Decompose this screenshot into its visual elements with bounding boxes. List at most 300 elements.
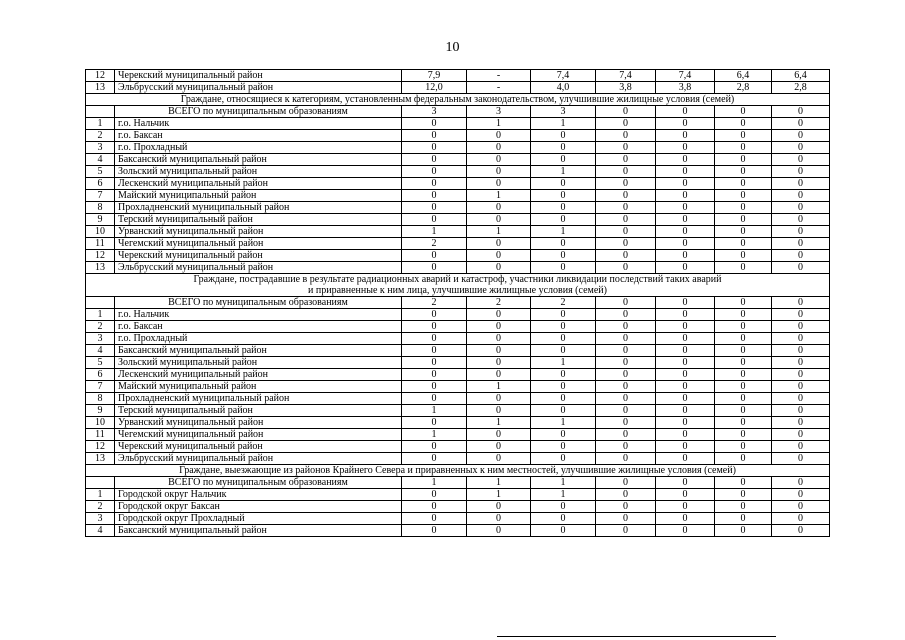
section-header-line: Граждане, выезжающие из районов Крайнего Севера и приравненных к ним местностей, улучшившие жилищные условия (семей) [179,465,736,476]
value-cell: 0 [715,417,772,429]
value-cell: 1 [531,166,596,178]
municipality-name-cell: г.о. Нальчик [115,118,402,130]
value-cell: 0 [467,525,531,537]
value-cell: 3,8 [596,82,656,94]
row-number-cell: 3 [86,333,115,345]
value-cell: 0 [531,453,596,465]
row-number-cell: 8 [86,393,115,405]
value-cell: 6,4 [772,70,830,82]
municipality-name-cell: Зольский муниципальный район [115,166,402,178]
municipality-name-cell: Терский муниципальный район [115,405,402,417]
municipality-name-cell: Эльбрусский муниципальный район [115,82,402,94]
value-cell: 1 [531,489,596,501]
row-number-cell: 7 [86,190,115,202]
total-label-cell: ВСЕГО по муниципальным образованиям [115,106,402,118]
value-cell: 0 [715,429,772,441]
value-cell: 0 [402,214,467,226]
value-cell: 0 [715,441,772,453]
value-cell: 1 [467,118,531,130]
value-cell: 0 [596,106,656,118]
value-cell: 0 [467,357,531,369]
value-cell: 0 [402,142,467,154]
value-cell: 0 [467,238,531,250]
row-number-cell: 13 [86,82,115,94]
municipality-name-cell: Прохладненский муниципальный район [115,202,402,214]
row-number-cell: 1 [86,309,115,321]
value-cell: 0 [467,142,531,154]
row-number-cell: 1 [86,489,115,501]
municipality-name-cell: Чегемский муниципальный район [115,429,402,441]
municipality-name-cell: г.о. Прохладный [115,333,402,345]
row-number-cell: 5 [86,357,115,369]
value-cell: 0 [656,118,715,130]
value-cell: 0 [596,178,656,190]
value-cell: 0 [656,441,715,453]
value-cell: 2,8 [715,82,772,94]
value-cell: 0 [656,226,715,238]
value-cell: 0 [772,142,830,154]
row-number-cell: 1 [86,118,115,130]
value-cell: 0 [531,142,596,154]
value-cell: 0 [402,250,467,262]
municipal-housing-table [85,69,830,537]
value-cell: 0 [772,190,830,202]
value-cell: 0 [656,513,715,525]
value-cell: 0 [656,202,715,214]
value-cell: 0 [656,429,715,441]
value-cell: 0 [656,214,715,226]
value-cell: 0 [531,321,596,333]
value-cell: 0 [772,429,830,441]
value-cell: 0 [596,369,656,381]
table-row [86,501,830,513]
table-row [86,190,830,202]
row-number-cell: 13 [86,262,115,274]
value-cell: 0 [402,262,467,274]
value-cell: 0 [596,262,656,274]
value-cell: 0 [402,417,467,429]
value-cell: 0 [531,333,596,345]
value-cell: 0 [531,501,596,513]
value-cell: 0 [656,417,715,429]
row-number-cell: 2 [86,321,115,333]
value-cell: 0 [596,345,656,357]
value-cell: 0 [715,489,772,501]
value-cell: 1 [531,417,596,429]
value-cell: 0 [772,525,830,537]
value-cell: 0 [531,393,596,405]
section-header-cell [86,465,830,477]
value-cell: 0 [772,226,830,238]
row-number-cell [86,106,115,118]
value-cell: 0 [715,405,772,417]
value-cell: 0 [656,309,715,321]
value-cell: 3 [531,106,596,118]
value-cell: 0 [772,178,830,190]
value-cell: 0 [531,190,596,202]
municipality-name-cell: Майский муниципальный район [115,381,402,393]
value-cell: 2 [531,297,596,309]
value-cell: 0 [715,178,772,190]
value-cell: 0 [772,453,830,465]
value-cell: 0 [402,393,467,405]
table-row [86,166,830,178]
row-number-cell: 9 [86,405,115,417]
municipality-name-cell: Зольский муниципальный район [115,357,402,369]
value-cell: 0 [715,321,772,333]
value-cell: 0 [531,202,596,214]
value-cell: 1 [402,226,467,238]
municipality-name-cell: Городской округ Баксан [115,501,402,513]
value-cell: 0 [772,381,830,393]
row-number-cell: 5 [86,166,115,178]
value-cell: 0 [467,513,531,525]
value-cell: 0 [402,357,467,369]
value-cell: 3,8 [656,82,715,94]
section-header-row [86,465,830,477]
table-row [86,333,830,345]
value-cell: 0 [596,381,656,393]
value-cell: 0 [656,142,715,154]
value-cell: 0 [656,333,715,345]
value-cell: 0 [596,333,656,345]
value-cell: 0 [402,309,467,321]
value-cell: 0 [772,357,830,369]
value-cell: 0 [772,238,830,250]
value-cell: 0 [656,250,715,262]
value-cell: 0 [402,190,467,202]
section-header-row [86,274,830,297]
value-cell: 0 [531,250,596,262]
value-cell: 1 [467,489,531,501]
section-header-line: Граждане, пострадавшие в результате радиационных аварий и катастроф, участники ликвидации последствий таких аварий [193,274,722,285]
municipality-name-cell: г.о. Прохладный [115,142,402,154]
value-cell: 0 [715,345,772,357]
table-row [86,70,830,82]
value-cell: 0 [596,393,656,405]
value-cell: 0 [656,357,715,369]
value-cell: 0 [715,309,772,321]
municipality-name-cell: Прохладненский муниципальный район [115,393,402,405]
value-cell: 0 [772,417,830,429]
value-cell: 0 [531,513,596,525]
row-number-cell: 12 [86,441,115,453]
table-row [86,525,830,537]
table-row [86,513,830,525]
value-cell: 1 [402,429,467,441]
value-cell: 0 [715,118,772,130]
row-number-cell [86,477,115,489]
value-cell: - [467,70,531,82]
table-row [86,357,830,369]
municipality-name-cell: г.о. Нальчик [115,309,402,321]
value-cell: 0 [772,262,830,274]
municipality-name-cell: Черекский муниципальный район [115,441,402,453]
municipality-name-cell: Урванский муниципальный район [115,417,402,429]
table-row [86,214,830,226]
value-cell: 0 [715,525,772,537]
value-cell: 0 [402,513,467,525]
row-number-cell: 13 [86,453,115,465]
row-number-cell: 10 [86,417,115,429]
municipality-name-cell: Лескенский муниципальный район [115,369,402,381]
value-cell: 0 [596,238,656,250]
value-cell: 0 [531,130,596,142]
table-row [86,369,830,381]
value-cell: 0 [402,369,467,381]
table-row [86,226,830,238]
value-cell: 0 [402,130,467,142]
municipality-name-cell: Городской округ Прохладный [115,513,402,525]
value-cell: 0 [715,369,772,381]
value-cell: 0 [772,106,830,118]
row-number-cell: 12 [86,70,115,82]
table-row [86,130,830,142]
value-cell: 0 [715,513,772,525]
total-row [86,477,830,489]
row-number-cell: 3 [86,513,115,525]
municipality-name-cell: Баксанский муниципальный район [115,154,402,166]
municipality-name-cell: Баксанский муниципальный район [115,345,402,357]
value-cell: 0 [715,333,772,345]
row-number-cell: 4 [86,525,115,537]
value-cell: 0 [467,130,531,142]
value-cell: 0 [772,118,830,130]
value-cell: 0 [467,202,531,214]
municipality-name-cell: Эльбрусский муниципальный район [115,262,402,274]
value-cell: 0 [531,214,596,226]
section-header-cell [86,274,830,297]
value-cell: 0 [772,393,830,405]
table-row [86,202,830,214]
value-cell: 0 [715,453,772,465]
value-cell: 1 [402,405,467,417]
value-cell: 0 [772,250,830,262]
table-row [86,429,830,441]
value-cell: 0 [772,202,830,214]
row-number-cell: 11 [86,238,115,250]
value-cell: 0 [402,118,467,130]
total-label-cell: ВСЕГО по муниципальным образованиям [115,477,402,489]
table-row [86,262,830,274]
value-cell: 7,4 [656,70,715,82]
value-cell: 3 [467,106,531,118]
row-number-cell: 2 [86,501,115,513]
row-number-cell: 3 [86,142,115,154]
value-cell: 1 [467,417,531,429]
value-cell: 0 [772,297,830,309]
table-row [86,118,830,130]
value-cell: 0 [715,166,772,178]
table-row [86,178,830,190]
value-cell: 0 [531,369,596,381]
value-cell: 0 [772,130,830,142]
value-cell: 7,4 [531,70,596,82]
value-cell: 0 [467,333,531,345]
value-cell: 0 [772,477,830,489]
table-row [86,441,830,453]
value-cell: 0 [656,106,715,118]
value-cell: 0 [467,453,531,465]
value-cell: 0 [715,250,772,262]
value-cell: 0 [402,154,467,166]
value-cell: 0 [596,513,656,525]
row-number-cell: 10 [86,226,115,238]
value-cell: 0 [656,393,715,405]
value-cell: 0 [531,262,596,274]
value-cell: 0 [402,525,467,537]
table-row [86,250,830,262]
value-cell: 0 [715,297,772,309]
value-cell: 1 [402,477,467,489]
value-cell: 0 [596,226,656,238]
value-cell: 0 [772,441,830,453]
row-number-cell: 12 [86,250,115,262]
value-cell: 0 [772,405,830,417]
value-cell: 0 [531,441,596,453]
value-cell: 0 [467,501,531,513]
value-cell: 0 [467,369,531,381]
value-cell: 0 [467,345,531,357]
value-cell: 0 [531,238,596,250]
table-row [86,309,830,321]
row-number-cell: 6 [86,178,115,190]
table-row [86,393,830,405]
value-cell: 0 [715,226,772,238]
page-number: 10 [445,40,460,55]
value-cell: 0 [656,190,715,202]
value-cell: 0 [715,501,772,513]
value-cell: 0 [656,453,715,465]
value-cell: 0 [656,321,715,333]
value-cell: 1 [467,190,531,202]
value-cell: 0 [467,166,531,178]
value-cell: 3 [402,106,467,118]
value-cell: 0 [715,142,772,154]
row-number-cell: 7 [86,381,115,393]
value-cell: 0 [772,154,830,166]
footer-rule [497,636,776,637]
value-cell: 0 [656,178,715,190]
value-cell: 2 [467,297,531,309]
value-cell: 7,4 [596,70,656,82]
municipality-name-cell: Лескенский муниципальный район [115,178,402,190]
value-cell: 0 [467,214,531,226]
value-cell: 0 [656,501,715,513]
value-cell: 0 [772,309,830,321]
value-cell: 12,0 [402,82,467,94]
row-number-cell: 11 [86,429,115,441]
value-cell: 0 [772,321,830,333]
value-cell: 0 [467,393,531,405]
row-number-cell: 4 [86,154,115,166]
value-cell: 0 [715,154,772,166]
municipality-name-cell: Баксанский муниципальный район [115,525,402,537]
value-cell: 0 [596,142,656,154]
value-cell: 0 [467,321,531,333]
value-cell: 0 [715,393,772,405]
value-cell: 0 [596,297,656,309]
value-cell: 0 [402,321,467,333]
value-cell: 0 [531,309,596,321]
value-cell: 2 [402,297,467,309]
value-cell: 0 [467,405,531,417]
value-cell: 0 [715,238,772,250]
value-cell: 0 [656,297,715,309]
value-cell: 0 [715,130,772,142]
value-cell: 0 [596,525,656,537]
value-cell: 0 [656,405,715,417]
value-cell: 0 [402,453,467,465]
table-row [86,381,830,393]
value-cell: 0 [531,345,596,357]
value-cell: 0 [715,477,772,489]
value-cell: 1 [531,357,596,369]
value-cell: 0 [656,477,715,489]
municipality-name-cell: Урванский муниципальный район [115,226,402,238]
value-cell: 0 [772,166,830,178]
table-row [86,405,830,417]
value-cell: 0 [596,405,656,417]
row-number-cell: 6 [86,369,115,381]
value-cell: 6,4 [715,70,772,82]
value-cell: 2 [402,238,467,250]
table-row [86,453,830,465]
value-cell: 0 [467,250,531,262]
value-cell: 1 [531,226,596,238]
total-row [86,297,830,309]
value-cell: 0 [467,429,531,441]
value-cell: 0 [531,178,596,190]
value-cell: 0 [715,357,772,369]
value-cell: 4,0 [531,82,596,94]
value-cell: 0 [596,489,656,501]
value-cell: 0 [596,202,656,214]
value-cell: 0 [596,118,656,130]
value-cell: 0 [715,214,772,226]
value-cell: 0 [656,381,715,393]
value-cell: 0 [467,154,531,166]
value-cell: 0 [596,321,656,333]
value-cell: 0 [596,417,656,429]
row-number-cell: 4 [86,345,115,357]
value-cell: 0 [402,381,467,393]
value-cell: 0 [656,489,715,501]
row-number-cell: 2 [86,130,115,142]
value-cell: 0 [467,262,531,274]
value-cell: 0 [772,489,830,501]
value-cell: 0 [715,262,772,274]
table-row [86,417,830,429]
value-cell: 1 [467,381,531,393]
value-cell: 0 [402,501,467,513]
value-cell: 0 [772,501,830,513]
value-cell: 0 [596,190,656,202]
total-label-cell: ВСЕГО по муниципальным образованиям [115,297,402,309]
municipality-name-cell: г.о. Баксан [115,130,402,142]
value-cell: 0 [715,202,772,214]
municipality-name-cell: Городской округ Нальчик [115,489,402,501]
table-row [86,238,830,250]
value-cell: 0 [656,262,715,274]
municipality-name-cell: Чегемский муниципальный район [115,238,402,250]
table-row [86,489,830,501]
value-cell: 0 [656,345,715,357]
row-number-cell: 8 [86,202,115,214]
municipality-name-cell: Черекский муниципальный район [115,70,402,82]
section-header-line: Граждане, относящиеся к категориям, установленным федеральным законодательством, улучшившие жилищные условия (семей) [180,94,735,105]
value-cell: 0 [596,154,656,166]
